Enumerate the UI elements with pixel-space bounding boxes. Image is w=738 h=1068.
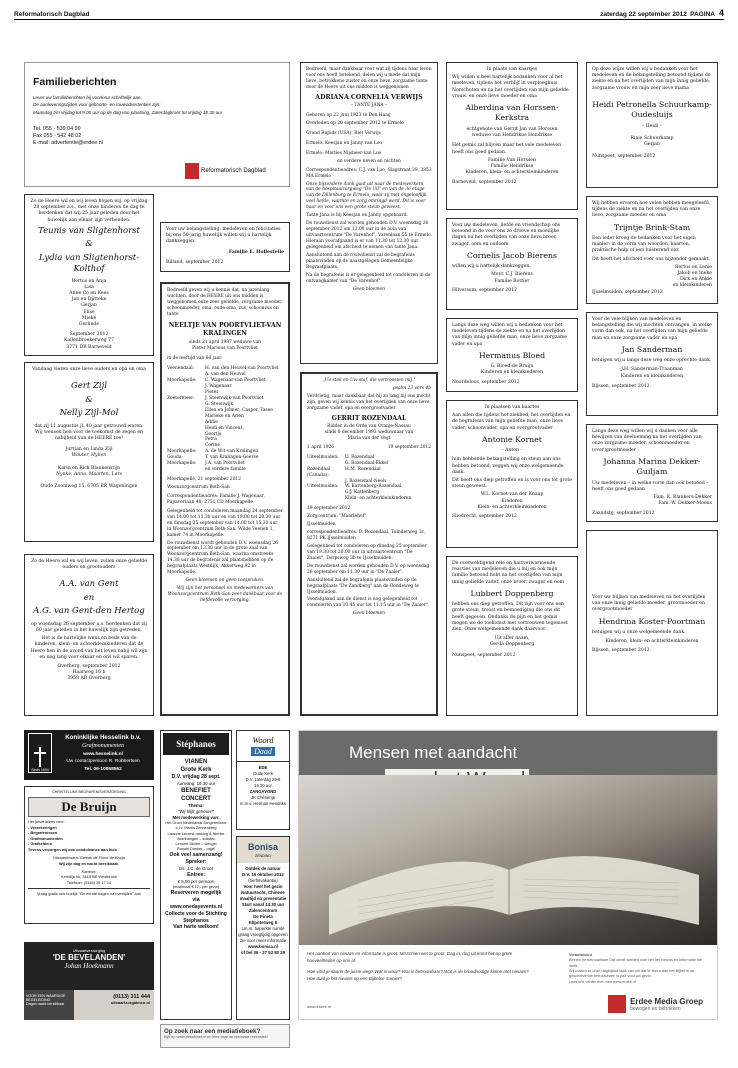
couple-name-1: A.A. van Gent: [59, 579, 119, 590]
family-row-names: D. Rozendaal: [345, 454, 375, 460]
ad-verwijs: Bedroefd, maar dankbaar voor wat zij tijdens haar leven voor ons heeft betekend, delen wij u mede dat mijn lieve, betrokkene zuster en onze lieve, zorgzame tante door de Heere uit ons midden is weggenomen ADRIANA CORNELIA VERWIJS – TANTE JANA – Geboren op 22 juni 1923 te Den Haag Overleden op 20 september 2012 te Ermelo Grand Rapids (USA): Riet Verwijs Ermelo: Keesjan en Janny van Loo Ermelo: Marlies Nijsbeer-van Loo en verdere neven en nichten Correspondentieadres: C.J. van Loo, Slagstraat 29, 3853 MA Ermelo Onze bijzondere dank gaat uit naar de medewerkers van de hospitaalzorgweg "De Uil" en van de 3e etage van de Dillenburg te Ermelo, waar zij met ongelooflijk veel liefde, warmte en zorg omringd werd. Dit is voor haar en voor ons een grote steun geweest. Tante Jana is bij Keesjan en Janny opgebaard. De rouwdienst zal worden gehouden D.V. woensdag 26 september 2012 om 13.00 uur in de aula van uitvaartcentrum "De Varenhof", Varenlaan 55 te Ermelo. Hieraan voorafgaand is er van 11.30 tot 12.30 uur gelegenheid om afscheid te nemen van tante Jana. Aansluitend aan de rouwdienst zal de begrafenis plaatsvinden op de naastgelegen Gemeentelijke Begraafplaats. Na de begrafenis is er gelegenheid tot condoleren in de ontvangkamer van "De Varenhof". Geen bloemen: [300, 62, 438, 364]
ad-date: Moerkapelle, 21 september 2012: [167, 477, 241, 483]
couple-name-1: Gert Zijl: [71, 381, 107, 392]
ad-text-2: dat zij 11 augustus jl. 40 jaar getrouwd waren. Wij wensen hen voor de toekomst de zegen en nabijheid van de HEERE toe!: [34, 423, 144, 441]
family-row-names: T. van Kralingen-Geerse: [205, 455, 259, 461]
family-rows: [167, 366, 283, 473]
hesselink-logo-icon: Sinds 1904: [28, 733, 52, 773]
family-row-names: J. Rozendaal-Neels: [345, 478, 387, 484]
family-row-names: W. Kattenberg-Rozendaal: [345, 484, 402, 490]
rd-logo-icon: [185, 163, 199, 179]
deceased-name: Lubbert Doppenberg: [470, 588, 554, 598]
ad-text: Vandaag vieren onze lieve ouders en opa en oma: [32, 367, 146, 372]
family-row-names: Petra: [205, 437, 217, 443]
couple-and: &: [85, 239, 93, 250]
ad-date: Hilversum, september 2012: [452, 287, 517, 293]
page-number: 4: [718, 8, 724, 18]
family-row-place: [307, 496, 345, 502]
fam-fax: Fax 055 - 542 48 02: [33, 133, 82, 140]
erdee-logo-icon: [608, 995, 626, 1013]
family-row-names: Ellen en Jelmer; Casper, Tasee: [205, 407, 273, 413]
page-label: PAGINA: [690, 11, 715, 18]
ad-hesselink[interactable]: Sinds 1904 Koninklijke Hesselink b.v. Grafmonumenten www.hesselink.nl Uw contactpersoon R. Robbertsen Tel. 06-10058562: [24, 730, 154, 780]
ad-koster-poortman: Voor uw blijken van medeleven na het overlijden van onze innig geliefde moeder, grootmoeder en overgrootmoeder Hendrina Koster-Poortman betuigen wij u onze welgemeende dank. Kinderen, klein- en achterkleinkinderen Rijssen, september 2012: [586, 530, 718, 716]
deceased-name: Johanna Marina Dekker-Guiljam: [603, 456, 701, 477]
ad-text: Zo de Heere wil en wij leven, zullen onze geliefde ouders en grootouders: [31, 559, 147, 571]
couple-name-2: A.G. van Gent-den Hertog: [33, 606, 145, 617]
family-row: [167, 467, 283, 473]
ad-address: Kallenbroekerweg 77: [63, 338, 114, 344]
couple-name-2: Lydia van Sligtenhorst-Kolthof: [38, 252, 140, 275]
family-row-place: Uiteelmuiden:: [307, 454, 339, 460]
ad-poortvliet: Bedroefd geven wij u kennis dat, na jarenlang wachten, door de HEERE uit ons midden is weggenomen onze zeer geliefde, zorgzame moeder, schoonmoeder, oma, oude-oma, zus, schoonzus en tante NEELTJE VAN POORTVLIET-VAN KRALINGEN sinds 21 april 1987 weduwe van Pieter Marinus van Poortvliet in de leeftijd van 84 jaar. Veenendaal: H. van den Heuvel-van Poortvliet A. van den Heuvel Moerkapelle: C. Wagenaar-van Poortvliet J. Wagenaar Pieter Zoetermeer: J. Steenwijk-van Poortvliet G. Steenwijk Ellen en Jelmer; Casper, Tasee Marieke en Arien Addie Heidi en Vincent Geertje Petra Corine Moerkapelle: A. de Wit-van Kralingen Gouda: T. van Kralingen-Geerse Moerkapelle: J.A. van Poortvliet en verdere familie Moerkapelle, 21 september 2012 Woonzorgcentrum Beth-San Correspondentieadres: Familie J. Wagenaar, Papaverlaan 40, 2751 CD Moerkapelle Gelegenheid tot condoleren maandag 24 september van 14.00 tot 15.30 uur en van 19.00 tot 20.30 uur en dinsdag 25 september van 14.00 tot 15.30 uur in Woonzorgcentrum Beth-San, Wilde Veenen 1, kamer 74 in Moerkapelle. De rouwdienst wordt gehouden D.V. woensdag 26 september om 13.30 uur in de grote zaal van Woonzorgcentrum Beth-San, waarna omstreeks 14.30 uur de begrafenis zal plaatshebben op de begraafplaats Westdijk, Akkerweg 92 in Moerkapelle. Geen bloemen en geen toespraken. Wij zijn het personeel en medewerkers van Woonzorgcentrum Beth-San zeer dankbaar voor de liefdevolle verzorging.: [160, 282, 290, 716]
ad-bonisa[interactable]: Bonisa ZENDING Ontdek de natuur D.V. 16 oktober 2012 (herfstvakantie) Voor heel het gezin Natuurtocht, Chinese maaltijd en presentatie Start vanaf 14.30 uur Zalencentrum De Pineta Eltpoterweg 6 Lm.m. beperkte ruimte graag vroegtijdig opgeven Zie voor meer informatie www.bonisa.nl of bel 06 - 27 53 80 29: [236, 836, 290, 1020]
family-rows: [307, 455, 431, 503]
ad-brink-stam: Wij hebben ervaren hoe velen hebben meegeleefd, tijdens de ziekte en na het overlijden van onze lieve, zorgzame moeder en oma Trijntje Brink-Stam Een ieder kreeg de bedanken voor het eigen manier: in de vorm van woorden, kaarten, praktische hulp of een luisterend oor. Dit heeft het afscheid voor ons bijzonder gemaakt. Bertus en Lenie Jakob en Ineke Dirk en Ankie en kleinkinderen IJsselmuiden, september 2012: [586, 196, 718, 304]
ad-de-bruijn[interactable]: CHRISTELIJKE BEGRAFENISVERZORGING De Bruijn Het juiste adres voor: - Verzekeringen - Begrafenissen - Grafmonumenten - Grafkelders Tevens verzorgen wij ook condoleance aan huis Uitvaartkosten: Steeds de Firma de Bruijn Wij zijn dag en nacht bereikbaar. Kantoor: Kerkdijk 9b, 3615 BE Westbroek Telefoon: (0346) 28 17 14 Vraag gratis ons boekje "De eerste dagen na overlijden" aan: [24, 786, 154, 924]
ad-date: Sliedrecht, september 2012: [452, 513, 517, 519]
ad-date: Rijssen, september 2012: [592, 383, 650, 389]
ad-sligtenhorst: Zo de Heere wil en wij leven hopen wij, op vrijdag 28 september a.s., met onze kinderen de dag te herdenken dat wij 25 jaar geleden door het huwelijk aan elkaar zijn verbonden. Teunis van Sligtenhorst & Lydia van Sligtenhorst-Kolthof Bertus en Anja Lisa Anne Co en Kees Jan en Djitteke Gerjan Elise Mieke Gerlinde September 2012 Kallenbroekerweg 77 3771 DB Barneveld: [24, 194, 154, 356]
family-row-place: Veenendaal:: [167, 366, 195, 372]
deceased-name: Alberdina van Horssen-Kerkstra: [465, 102, 559, 123]
issue-date: zaterdag 22 september 2012: [600, 11, 687, 18]
ad-date: IJsselmuiden, september 2012: [592, 289, 663, 295]
page-header: [14, 4, 724, 20]
ad-text: Zo de Heere wil en wij leven hopen wij, op vrijdag 28 september a.s., met onze kinderen de dag te herdenken dat wij 25 jaar geleden door het huwelijk aan elkaar zijn verbonden.: [30, 199, 148, 223]
ad-hollestelle: Voor uw belangstelling, medeleven en felicitaties bij ons 50-jarig huwelijk willen wij u hartelijk dankzeggen. Familie E. Hollestelle Rilland, september 2012: [160, 222, 290, 272]
family-row: [307, 496, 431, 502]
family-row-names: Corine: [205, 443, 220, 449]
ad-stephanos[interactable]: Stéphanos VIANEN Grote Kerk D.V. vrijdag 28 sept. Aanvang: 19.30 uur BENEFIET CONCERT Thema: "Wij blijft getrouw!" Met medewerking van: Het Groot Nederlands Jongerenkoor o.l.v. Martin Zonnenberg Lisanne Lecrest-ranking & Nienke Voortbangen – solisten Lennert Moree – vleugel Ronald Donker – orgel Ook veel samenzang! Spreker: Ds. J.C. de Groot Entree: € 5,00 per persoon (maximaal € 12,- per gezin) Reserveren mogelijk via www.onedayevents.nl Collecte voor de Stichting Stéphanos Van harte welkom!: [160, 730, 232, 1020]
family-row-place: Zoetermeer:: [167, 395, 195, 401]
family-row-place: Uiteelmuiden:: [307, 484, 339, 490]
bonisa-logo: Bonisa ZENDING: [237, 837, 289, 863]
ad-date: Barneveld, september 2012: [452, 180, 517, 186]
ad-date: Zaandstg, september 2012: [592, 510, 655, 516]
ad-kornet: In plaatsen van kaartes Aan allen die tijdens het ziekbed, het overlijden en de begrafenis van mijn geliefde man, onze lieve vader, schoonvader, opa en overgrootvader Antonie Kornet – Anton – hun hebbende belangstelling en steun aan ons hebben betoond, zeggen wij onze welgemeende dank. Dit heeft ons diep getroffen en is voor ons tot grote steun geweest. W.L. Kornet-van der Knaap Kinderen Klein- en achterkleinkinderen Sliedrecht, september 2012: [446, 400, 578, 548]
ad-text: Voor uw belangstelling, medeleven en felicitaties bij ons 50-jarig huwelijk willen wij u hartelijk dankzeggen.: [166, 227, 281, 245]
ad-van-gent: Zo de Heere wil en wij leven, zullen onze geliefde ouders en grootouders A.A. van Gent en A.G. van Gent-den Hertog op woensdag 26 september a.s. herdenken dat zij 60 jaar geleden in het huwelijk zijn getreden. Het is de hartelijke wens en bede van de kinderen, klein- en achterkleinkinderen dat de Heere hen in de avond van het leven nabij wil zijn en nog lang voor elkaar en ons wil sparen. Overberg, september 2012 Haarweg 16 b 3959 AB Overberg: [24, 554, 154, 716]
family-row-names: G. Steenwijk: [205, 401, 234, 407]
fam-phone: Tel. 055 - 539 04 99: [33, 125, 81, 132]
ad-woord-en-daad[interactable]: Woord Daad EDE Oude Kerk D.V. zaterdag 29-9 19.30 uur ZANGAVOND JK Chénérija m.m.v. Herman Hendriks: [236, 730, 290, 830]
couple-name-2: Nelly Zijl-Mol: [59, 408, 119, 419]
family-row-names: Heidi en Vincent: [205, 425, 243, 431]
family-row-names: Addie: [205, 419, 218, 425]
ad-zijl: Vandaag vieren onze lieve ouders en opa en oma Gert Zijl & Nelly Zijl-Mol dat zij 11 augustus jl. 40 jaar getrouwd waren. Wij wensen hen voor de toekomst de zegen en nabijheid van de HEERE toe! Jurrian en Linda Zijl Wouter, Hylien Karin en Rick Blankenstijn Nynke, Anna, Maarten, Lars Oude Zoomweg 15, 6705 BR Wageningen: [24, 362, 154, 542]
ad-date: September 2012: [69, 332, 109, 338]
fam-intro-2: De aanleveringstijden voor geboorte- en rouwadvertenties zijn:: [33, 102, 161, 108]
familieberichten-box: [24, 62, 290, 187]
family-row-place: Moerkapelle:: [167, 461, 197, 467]
ad-rozendaal: „Ue stok en Uw staf, die vertroosten mij." psalm 23 vers 4b Verdrietig, maar dankbaar dat hij zo lang bij ons mocht zijn, geven wij kennis van het overlijden van onze lieve, zorgzame vader, opa en overgrootvader GERRIT ROZENDAAL Ridder in de Orde van Oranje-Nassau sinds 8 december 1993 weduwnaar van Maria van der Vegt 1 april 1926 19 september 2012 Uiteelmuiden: D. Rozendaal G. Rozendaal-Ekkel Rozendaal (Canada): H.M. Rozendaal J. Rozendaal-Neels Uiteelmuiden: W. Kattenberg-Rozendaal G.J. Kattenberg Klein- en achterkleinkinderen 19 september 2012 Zorgcentrum: "Maarlehof" IJsselmuiden correspondentieadres: D. Rozendaal, Tuinderweg 3c, 8271 PK IJsselmuiden Gelegenheid tot condoleren op dinsdag 25 september van 19.30 tot 20.00 uur in uitvaartcentrum "De Zaaier", Dorpsweg 3b te IJsselmuiden. De rouwdienst zal worden gehouden D.V. op woensdag 26 september om 11.30 uur in "De Zaaier". Aansluitend zal de begrafenis plaatsvinden op de begraafplaats "De Zandberg" aan de Rondeweg te IJsselmuiden. Voorafgaand aan de dienst is nog gelegenheid tot condoleren van 10.45 uur tot 11.15 uur in "De Zaaier". Geen bloemen: [300, 372, 438, 716]
fam-email[interactable]: E-mail: advertentie@erdee.nl: [33, 140, 103, 147]
family-row-names: H. van den Heuvel-van Poortvliet: [205, 366, 279, 372]
kids-list: Bertus en Anja Lisa Anne Co en Kees Jan en Djitteke Gerjan Elise Mieke Gerlinde: [69, 278, 109, 327]
deceased-name: Trijntje Brink-Stam: [613, 222, 691, 232]
family-row-names: J. Steenwijk-van Poortvliet: [205, 395, 264, 401]
deceased-name: GERRIT ROZENDAAL: [331, 414, 407, 422]
de-bruijn-logo: De Bruijn: [28, 797, 150, 817]
family-row-names: A. van den Heuvel: [205, 372, 246, 378]
ad-sanderman: Voor de vele blijken van medeleven en belangstelling die wij mochten ontvangen, in welke vorm dan ook, na het overlijden van mijn geliefde man en onze zorgzame vader en opa Jan Sanderman betuigen wij u langs deze weg onze oprechte dank. J.H. Sanderman-Traanman Kinderen en kleinkinderen Rijssen, september 2012: [586, 312, 718, 416]
rd-logo: Reformatorisch Dagblad: [185, 162, 281, 180]
family-row-names: Klein- en achterkleinkinderen: [345, 496, 412, 502]
family-row-place: Moerkapelle:: [167, 449, 197, 455]
deceased-name: Jan Sanderman: [621, 344, 683, 354]
ad-mediatieboek[interactable]: Op zoek naar een mediatieboek? Kijk op www.dekabinet.nl en lees daar de nieuwste recensies!: [160, 1024, 290, 1048]
family-row-names: C. Wagenaar-van Poortvliet: [205, 378, 266, 384]
ad-erdee-media[interactable]: Mensen met aandacht Het aanbod van nieuws en informatie is groot. Misschien wel te groot. Dag in, dag uit komt het op grote hoeveelheden op ons af. Hoe vind je daarin de juiste weg? Wat is waar? Wat is betrouwbaar? Wat is de broodnodige kleine met nieuws? Hoe duid je het nieuws op een Bijbelse manier? Verantwoord Binnen en betrouwbare Dat christ worden voor het het nieuws en informatie die deelt. Wij maken er onze dagelijkse taak van om dat te lezen aan het Bijbel in de geschrevende betrouwbare in pad voor uw gezin. Lees ons verder met mee www.erdee.nl www.erdee.nl Erdee Media Groep bewogen en betrokken: [298, 730, 718, 1020]
fam-intro-3: Maandag t/m vrijdag tot 9.00 uur op de dag van plaatsing, Zaterdagkrant tot vrijdag 18.30 uur.: [33, 109, 224, 115]
familieberichten-title: Familieberichten: [33, 76, 117, 88]
deceased-name: NEELTJE VAN POORTVLIET-VAN KRALINGEN: [168, 321, 282, 338]
family-row-place: Rozendaal (Canada):: [307, 466, 331, 478]
family-row-names: J.A. van Poortvliet: [205, 461, 245, 467]
couple-name-1: Teunis van Sligtenhorst: [38, 225, 140, 236]
fam-intro-1: Lever uw familieberichten bij voorkeur schriftelijk aan.: [33, 95, 142, 101]
deceased-name: Cornelis Jacob Bierens: [467, 250, 557, 260]
ad-date: Rijssen, september 2012: [592, 648, 650, 654]
family-row-names: Marieke en Arien: [205, 413, 244, 419]
deceased-name: Heidi Petronella Schuurkamp-Oudesluijs: [592, 99, 712, 120]
family-row-names: G. Rozendaal-Ekkel: [345, 460, 389, 466]
ad-address: Oude Zoomweg 15, 6705 BR Wageningen: [40, 483, 138, 489]
stephanos-logo: Stéphanos: [163, 733, 229, 755]
woord-en-daad-logo: Woord Daad: [237, 731, 289, 762]
ad-doppenberg: De overweldigend rele en hartverwarmende reacties van medeleven die u mij en ook mijn familie betoond hebt na het overlijden van mijn innig geliefde vader, onze broer, zwager en oom Lubbert Doppenberg hebben ons diep getroffen. Dit zijn voor ons een grote steun, troost en bemoediging die ons dit heeft gegeven. Ondanks de pijn en het gemis mogen we de toekomst met vertrouwen tegemoet zien. Onze welgemeende dank daarvoor. Uit aller naam, Gerda Doppenberg Nunspeet, september 2012: [446, 556, 578, 716]
ad-date: Rilland, september 2012: [166, 259, 224, 265]
ad-schuurkamp: Op deze wijze willen wij u bedanken voor het medeleven en de belangstelling betoond tijdens de ziekte en na het overlijden van mijn innig geliefde, zorgzame vrouw en mijn zeer lieve mama Heidi Petronella Schuurkamp-Oudesluijs – Heidi – Rinie Schuurkamp Gerjan Nunspeet, september 2012: [586, 62, 718, 188]
family-row: [307, 467, 431, 479]
family-row-names: J. Wagenaar: [205, 384, 232, 390]
ad-date: Nunspeet, september 2012: [452, 652, 516, 658]
ad-bierens: Voor uw medeleven, liefde en vriendschap ons betoond in de voor ons zo droeve en moeilijke dagen na het overlijden van onze lieve broer, zwager, oom en oudoom Cornelis Jacob Bierens willen wij u hartelijk dankzeggen. Mevr. C.J. Bierens Familie Rottier Hilversum, september 2012: [446, 218, 578, 310]
deceased-name: Hendrina Koster-Poortman: [598, 616, 706, 626]
family-row-place: Gouda:: [167, 455, 183, 461]
family-row-names: Geertje: [205, 431, 222, 437]
family-row-names: en verdere familie: [205, 467, 246, 473]
erdee-logo: Erdee Media Groep bewogen en betrokken: [608, 995, 703, 1013]
deceased-name: Antonie Kornet: [482, 434, 542, 444]
family-row-names: A. de Wit-van Kralingen: [205, 449, 259, 455]
ad-kerkstra: In plaats van kaartjes Wij willen u heel hartelijk bedanken voor al het meeleven, tijdens het verblijf in verpleeghuis Norschoten en na het overlijden van mijn geliefde vrouw, en onze lieve moeder en oma Alberdina van Horssen-Kerkstra echtgenote van Gerrit Jan van Horssen weduwe van Hendrikus Hendrikse Het gemis zal blijven maar het vele medeleven heeft ons goed gedaan. Familie Van Horssen Familie Hendrikse Kinderen, klein- en achterkleinkinderen Barneveld, september 2012: [446, 62, 578, 210]
newspaper-name: Reformatorisch Dagblad: [14, 11, 90, 18]
ad-date: Noordeloos, september 2012: [452, 379, 520, 385]
family-row-names: H.M. Rozendaal: [345, 466, 381, 472]
page-info: [600, 8, 724, 18]
deceased-name: Hermanus Bloed: [478, 350, 546, 360]
erdee-headline-1: Mensen met aandacht: [349, 743, 518, 762]
ad-dekker-guiljam: Langs deze weg willen wij u danken voor alle bewijzen van deelneming na het overlijden van onze zorgzame moeder, schoonmoeder en (over)grootmoeder Johanna Marina Dekker-Guiljam Uw medeleven – in welke vorm dan ook betoond – heeft ons goed gedaan. Fam. K. Blankers-Dekker Fam. W. Dekker-Moens Zaandstg, september 2012: [586, 424, 718, 522]
ad-date: Overberg, september 2012: [57, 663, 121, 669]
open-bible-image: [299, 775, 717, 945]
ad-date: Nunspeet, september 2012: [592, 154, 656, 160]
ad-date: 19 september 2012: [307, 506, 351, 512]
family-row-place: Moerkapelle:: [167, 378, 197, 384]
family-row-place: [167, 467, 205, 473]
ad-bloed: Langs deze weg willen wij u bedanken voor het medeleven tijdens de ziekte en na het overlijden van mijn innig geliefde man, onze lieve zorgzame vader en opa Hermanus Bloed G. Bloed-de Bruijn Kinderen en kleinkinderen Noordeloos, september 2012: [446, 318, 578, 392]
ad-de-bevelanden[interactable]: Uitvaartverzorging 'DE BEVELANDEN' Johan Hoekmann VOOR EEN WAARDIGE BEGELEIDING Dagen nacht bereikbaar (0113) 311 444 uitvaartzorgalmen.nl: [24, 942, 154, 1020]
family-row-names: Pieter: [205, 389, 219, 395]
deceased-name: ADRIANA CORNELIA VERWIJS: [315, 93, 423, 101]
family-row-names: G.J. Kattenberg: [345, 490, 380, 496]
